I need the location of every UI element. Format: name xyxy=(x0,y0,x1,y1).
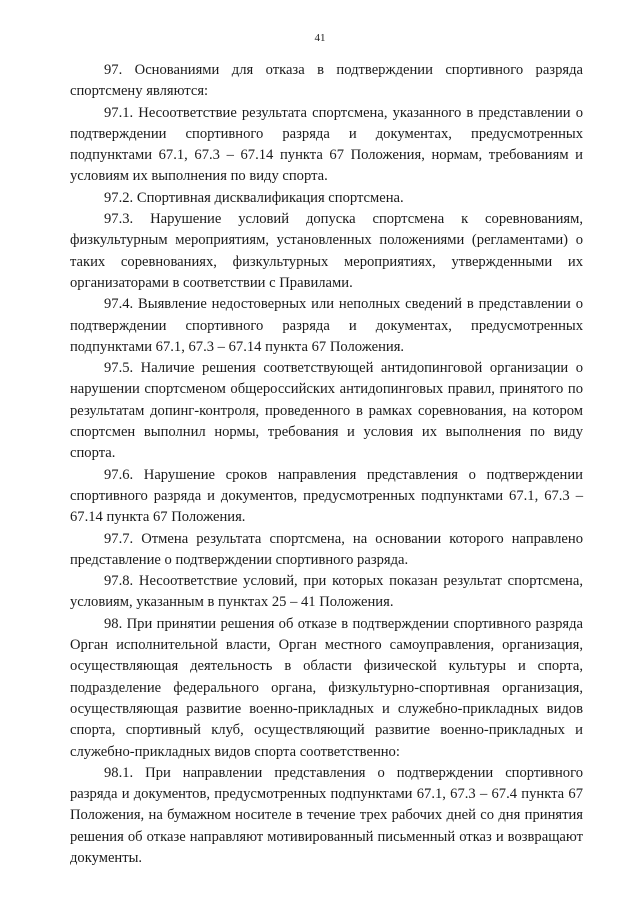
paragraph-97-4: 97.4. Выявление недостоверных или неполных сведений в представлении о подтверждении спортивного разряда и документах, предусмотренных подпунктами 67.1, 67.3 – 67.14 пункта 67 Положения. xyxy=(70,296,583,355)
paragraph-98-1: 98.1. При направлении представления о подтверждении спортивного разряда и документов, предусмотренных подпунктами 67.1, 67.3 – 67.4 пункта 67 Положения, на бумажном носителе в течение трех рабочих дней со дня принятия решения об отказе направляют мотивированный письменный отказ и возвращают документы. xyxy=(70,764,583,866)
paragraph-97-3: 97.3. Нарушение условий допуска спортсмена к соревнованиям, физкультурным мероприятиям, установленных положениями (регламентами) о таких соревнованиях, физкультурных мероприятиях, утвержденными их организаторами в соответствии с Правилами. xyxy=(70,211,583,291)
paragraph-97-7: 97.7. Отмена результата спортсмена, на основании которого направлено представление о подтверждении спортивного разряда. xyxy=(70,530,583,568)
paragraph-97-1: 97.1. Несоответствие результата спортсмена, указанного в представлении о подтверждении спортивного разряда и документах, предусмотренных подпунктами 67.1, 67.3 – 67.14 пункта 67 Положения, нормам, требованиям и условиям их выполнения по виду спорта. xyxy=(70,104,583,185)
paragraph-97-2: 97.2. Спортивная дисквалификация спортсмена. xyxy=(104,189,404,206)
page-number: 41 xyxy=(314,32,326,44)
paragraph-98: 98. При принятии решения об отказе в подтверждении спортивного разряда Орган исполнительной власти, Орган местного самоуправления, организация, осуществляющая деятельность в области физической культуры и спорта, подразделение федерального органа, физкультурно-спортивная организация, осуществляющая развитие военно-прикладных и служебно-прикладных видов спорта, спортивный клуб, осуществляющий развитие военно-прикладных и служебно-прикладных видов спорта соответственно: xyxy=(70,615,583,760)
document-body xyxy=(70,60,583,869)
paragraph-97-6: 97.6. Нарушение сроков направления представления о подтверждении спортивного разряда и документов, предусмотренных подпунктами 67.1, 67.3 – 67.14 пункта 67 Положения. xyxy=(70,466,583,526)
paragraph-97: 97. Основаниями для отказа в подтверждении спортивного разряда спортсмену являются: xyxy=(70,62,583,100)
paragraph-97-5: 97.5. Наличие решения соответствующей антидопинговой организации о нарушении спортсменом общероссийских антидопинговых правил, принятого по результатам допинг-контроля, проведенного в рамках соревнования, на котором спортсмен выполнил нормы, требования и условия их выполнения по виду спорта. xyxy=(70,360,583,462)
paragraph-97-8: 97.8. Несоответствие условий, при которых показан результат спортсмена, условиям, указанным в пунктах 25 – 41 Положения. xyxy=(70,573,583,611)
